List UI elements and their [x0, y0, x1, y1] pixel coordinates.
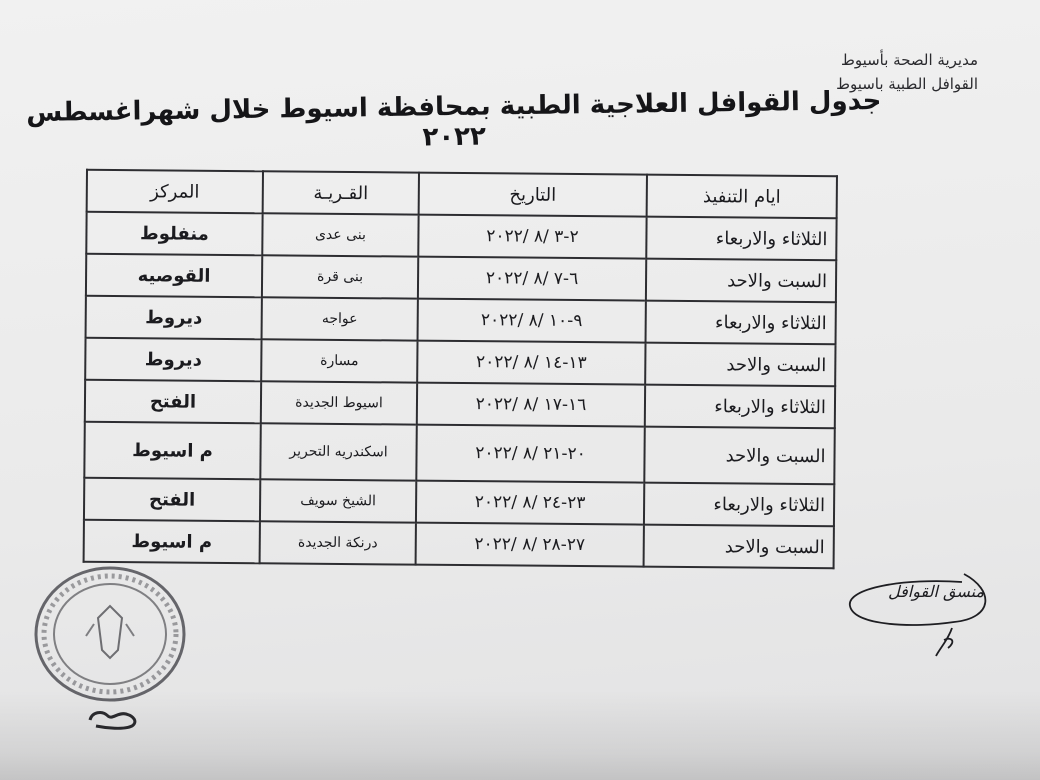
cell-village: اسيوط الجديدة	[261, 381, 417, 424]
cell-days: الثلاثاء والاربعاء	[645, 385, 835, 429]
cell-date: ١٣-١٤ /٨ /٢٠٢٢	[417, 341, 645, 385]
cell-village: عواجه	[262, 297, 418, 340]
table-row	[84, 422, 834, 485]
cell-days: الثلاثاء والاربعاء	[644, 483, 834, 527]
cell-center: ديروط	[86, 296, 262, 340]
table-row	[85, 338, 835, 387]
cell-date: ٢٣-٢٤ /٨ /٢٠٢٢	[416, 481, 644, 525]
cell-days: السبت والاحد	[646, 259, 836, 303]
document-title: جدول القوافل العلاجية الطبية بمحافظة اسيوط خلال شهراغسطس ٢٠٢٢	[25, 86, 882, 153]
page-shadow	[0, 690, 1040, 780]
cell-date: ٩-١٠ /٨ /٢٠٢٢	[418, 299, 646, 343]
header-center: المركز	[87, 170, 263, 214]
coordinator-label: منسق القوافل	[888, 582, 984, 601]
cell-days: السبت والاحد	[644, 525, 834, 569]
header-date: التاريخ	[419, 173, 647, 217]
cell-village: الشيخ سويف	[260, 479, 416, 522]
cell-village: مسارة	[261, 339, 417, 382]
cell-center: منفلوط	[86, 212, 262, 256]
cell-village: اسكندريه التحرير	[260, 423, 416, 480]
cell-village: درنكة الجديدة	[260, 521, 416, 564]
cell-days: الثلاثاء والاربعاء	[646, 217, 836, 261]
cell-date: ٢٧-٢٨ /٨ /٢٠٢٢	[416, 523, 644, 567]
cell-center: الفتح	[84, 478, 260, 522]
cell-center: الفتح	[85, 380, 261, 424]
cell-village: بنى قرة	[262, 255, 418, 298]
cell-village: بنى عدى	[262, 213, 418, 256]
cell-date: ٢٠-٢١ /٨ /٢٠٢٢	[416, 425, 644, 483]
org-line-1: مديرية الصحة بأسيوط	[840, 51, 978, 69]
table-row	[85, 380, 835, 429]
schedule-table	[83, 169, 838, 570]
cell-center: م اسيوط	[84, 520, 260, 564]
cell-days: الثلاثاء والاربعاء	[646, 301, 836, 345]
header-days: ايام التنفيذ	[647, 175, 837, 219]
cell-center: القوصيه	[86, 254, 262, 298]
org-line-2: القوافل الطبية باسيوط	[836, 75, 978, 93]
table-row	[84, 478, 834, 527]
header-village: القـريـة	[263, 171, 419, 214]
coordinator-signature	[844, 570, 994, 630]
table-row	[86, 254, 836, 303]
cell-date: ٢-٣ /٨ /٢٠٢٢	[418, 215, 646, 259]
cell-date: ٦-٧ /٨ /٢٠٢٢	[418, 257, 646, 301]
cell-days: السبت والاحد	[644, 427, 834, 485]
table-row	[86, 212, 836, 261]
table-row	[84, 520, 834, 569]
cell-center: م اسيوط	[84, 422, 260, 480]
table-header-row	[87, 170, 837, 219]
cell-days: السبت والاحد	[645, 343, 835, 387]
cell-center: ديروط	[85, 338, 261, 382]
schedule-table-container	[83, 169, 836, 570]
cell-date: ١٦-١٧ /٨ /٢٠٢٢	[417, 383, 645, 427]
table-row	[86, 296, 836, 345]
